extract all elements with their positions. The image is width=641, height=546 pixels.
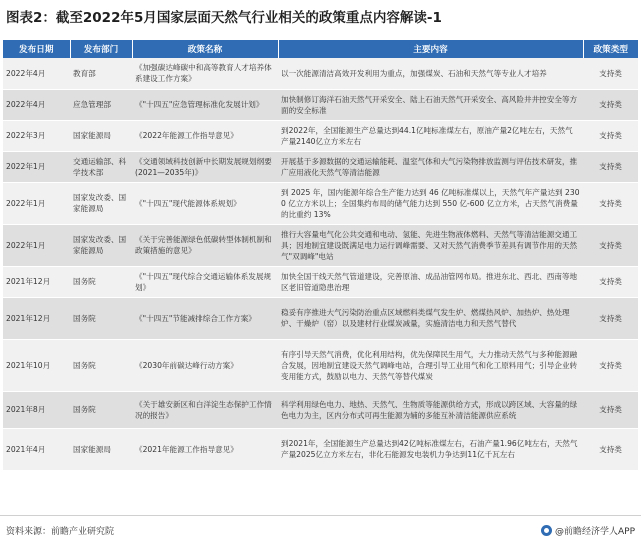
table-row <box>3 391 638 428</box>
cell-dept: 交通运输部、科学技术部 <box>70 151 132 182</box>
cell-dept: 国务院 <box>70 266 132 297</box>
cell-name: 《2022年能源工作指导意见》 <box>132 120 278 151</box>
cell-date: 2021年4月 <box>3 428 70 470</box>
cell-content: 到 2025 年，国内能源年综合生产能力达到 46 亿吨标准煤以上，天然气年产量达到 2300 亿立方米以上；全国集约布局的储气能力达到 550 亿-600 亿立方米，占天然气消费量的比重约 13% <box>278 182 583 224</box>
cell-date: 2021年12月 <box>3 266 70 297</box>
cell-dept: 国家发改委、国家能源局 <box>70 182 132 224</box>
cell-content: 以一次能源清洁高效开发利用为重点，加强煤炭、石油和天然气等专业人才培养 <box>278 58 583 89</box>
cell-dept: 教育部 <box>70 58 132 89</box>
cell-name: 《"十四五"现代能源体系规划》 <box>132 182 278 224</box>
table-row <box>3 89 638 120</box>
cell-date: 2022年3月 <box>3 120 70 151</box>
source-note: 资料来源：前瞻产业研究院 <box>6 527 115 537</box>
header-type: 政策类型 <box>583 40 638 58</box>
table-row <box>3 266 638 297</box>
chart-title: 图表2：截至2022年5月国家层面天然气行业相关的政策重点内容解读-1 <box>6 10 442 26</box>
cell-name: 《"十四五"节能减排综合工作方案》 <box>132 297 278 339</box>
cell-type: 支持类 <box>583 151 638 182</box>
cell-content: 科学利用绿色电力、地热、天然气、生物质等能源供给方式，形成以跨区域、大容量的绿色电力为主，区内分布式可再生能源为辅的多能互补清洁能源供应系统 <box>278 391 583 428</box>
header-content: 主要内容 <box>278 40 583 58</box>
cell-content: 开展基于多源数据的交通运输能耗、温室气体和大气污染物排放监测与评估技术研发，推广应用液化天然气等清洁能源 <box>278 151 583 182</box>
cell-date: 2021年12月 <box>3 297 70 339</box>
table-row <box>3 151 638 182</box>
cell-dept: 国务院 <box>70 297 132 339</box>
cell-date: 2022年4月 <box>3 58 70 89</box>
cell-type: 支持类 <box>583 339 638 391</box>
cell-content: 到2021年，全国能源生产总量达到42亿吨标准煤左右，石油产量1.96亿吨左右，天然气产量2025亿立方米左右，非化石能源发电装机力争达到11亿千瓦左右 <box>278 428 583 470</box>
brand <box>541 524 635 537</box>
header-date: 发布日期 <box>3 40 70 58</box>
cell-content: 到2022年，全国能源生产总量达到44.1亿吨标准煤左右，原油产量2亿吨左右，天然气产量2140亿立方米左右 <box>278 120 583 151</box>
cell-date: 2022年1月 <box>3 182 70 224</box>
cell-name: 《关于完善能源绿色低碳转型体制机制和政策措施的意见》 <box>132 224 278 266</box>
cell-type: 支持类 <box>583 89 638 120</box>
cell-date: 2022年4月 <box>3 89 70 120</box>
cell-dept: 国务院 <box>70 339 132 391</box>
cell-name: 《加强碳达峰碳中和高等教育人才培养体系建设工作方案》 <box>132 58 278 89</box>
cell-dept: 国务院 <box>70 391 132 428</box>
cell-date: 2021年8月 <box>3 391 70 428</box>
cell-type: 支持类 <box>583 58 638 89</box>
cell-dept: 应急管理部 <box>70 89 132 120</box>
table-row <box>3 58 638 89</box>
table-row <box>3 339 638 391</box>
table-row <box>3 120 638 151</box>
cell-content: 加快制修订海洋石油天然气开采安全、陆上石油天然气开采安全、高风险井井控安全等方面的安全标准 <box>278 89 583 120</box>
cell-date: 2021年10月 <box>3 339 70 391</box>
cell-dept: 国家发改委、国家能源局 <box>70 224 132 266</box>
table-row <box>3 182 638 224</box>
cell-name: 《交通领域科技创新中长期发展规划纲要(2021—2035年)》 <box>132 151 278 182</box>
cell-date: 2022年1月 <box>3 224 70 266</box>
cell-name: 《"十四五"现代综合交通运输体系发展规划》 <box>132 266 278 297</box>
footer <box>0 515 641 546</box>
table-row <box>3 224 638 266</box>
cell-content: 加快全国干线天然气管道建设，完善原油、成品油管网布局。推进东北、西北、西南等地区老旧管道隐患治理 <box>278 266 583 297</box>
cell-name: 《"十四五"应急管理标准化发展计划》 <box>132 89 278 120</box>
policy-table <box>3 40 638 471</box>
table-header-row <box>3 40 638 58</box>
cell-name: 《关于雄安新区和白洋淀生态保护工作情况的报告》 <box>132 391 278 428</box>
cell-type: 支持类 <box>583 120 638 151</box>
cell-content: 稳妥有序推进大气污染防治重点区域燃料类煤气发生炉、燃煤热风炉、加热炉、热处理炉、干燥炉（窑）以及建材行业煤炭减量，实施清洁电力和天然气替代 <box>278 297 583 339</box>
cell-content: 有序引导天然气消费，优化利用结构，优先保障民生用气，大力推动天然气与多种能源融合发展，因地制宜建设天然气调峰电站，合理引导工业用气和化工原料用气；引导企业转变用能方式，鼓励以电力、天然气等替代煤炭 <box>278 339 583 391</box>
cell-name: 《2030年前碳达峰行动方案》 <box>132 339 278 391</box>
cell-type: 支持类 <box>583 297 638 339</box>
table-row <box>3 297 638 339</box>
qianzhan-logo-icon <box>541 525 552 536</box>
cell-type: 支持类 <box>583 391 638 428</box>
cell-type: 支持类 <box>583 428 638 470</box>
cell-dept: 国家能源局 <box>70 428 132 470</box>
cell-dept: 国家能源局 <box>70 120 132 151</box>
header-dept: 发布部门 <box>70 40 132 58</box>
cell-type: 支持类 <box>583 182 638 224</box>
cell-date: 2022年1月 <box>3 151 70 182</box>
cell-type: 支持类 <box>583 266 638 297</box>
cell-content: 推行大容量电气化公共交通和电动、氢能、先进生物液体燃料、天然气等清洁能源交通工具；因地制宜建设既满足电力运行调峰需要、又对天然气消费季节差具有调节作用的天然气"双调峰"电站 <box>278 224 583 266</box>
header-name: 政策名称 <box>132 40 278 58</box>
cell-type: 支持类 <box>583 224 638 266</box>
brand-label: @前瞻经济学人APP <box>554 527 635 537</box>
cell-name: 《2021年能源工作指导意见》 <box>132 428 278 470</box>
table-row <box>3 428 638 470</box>
